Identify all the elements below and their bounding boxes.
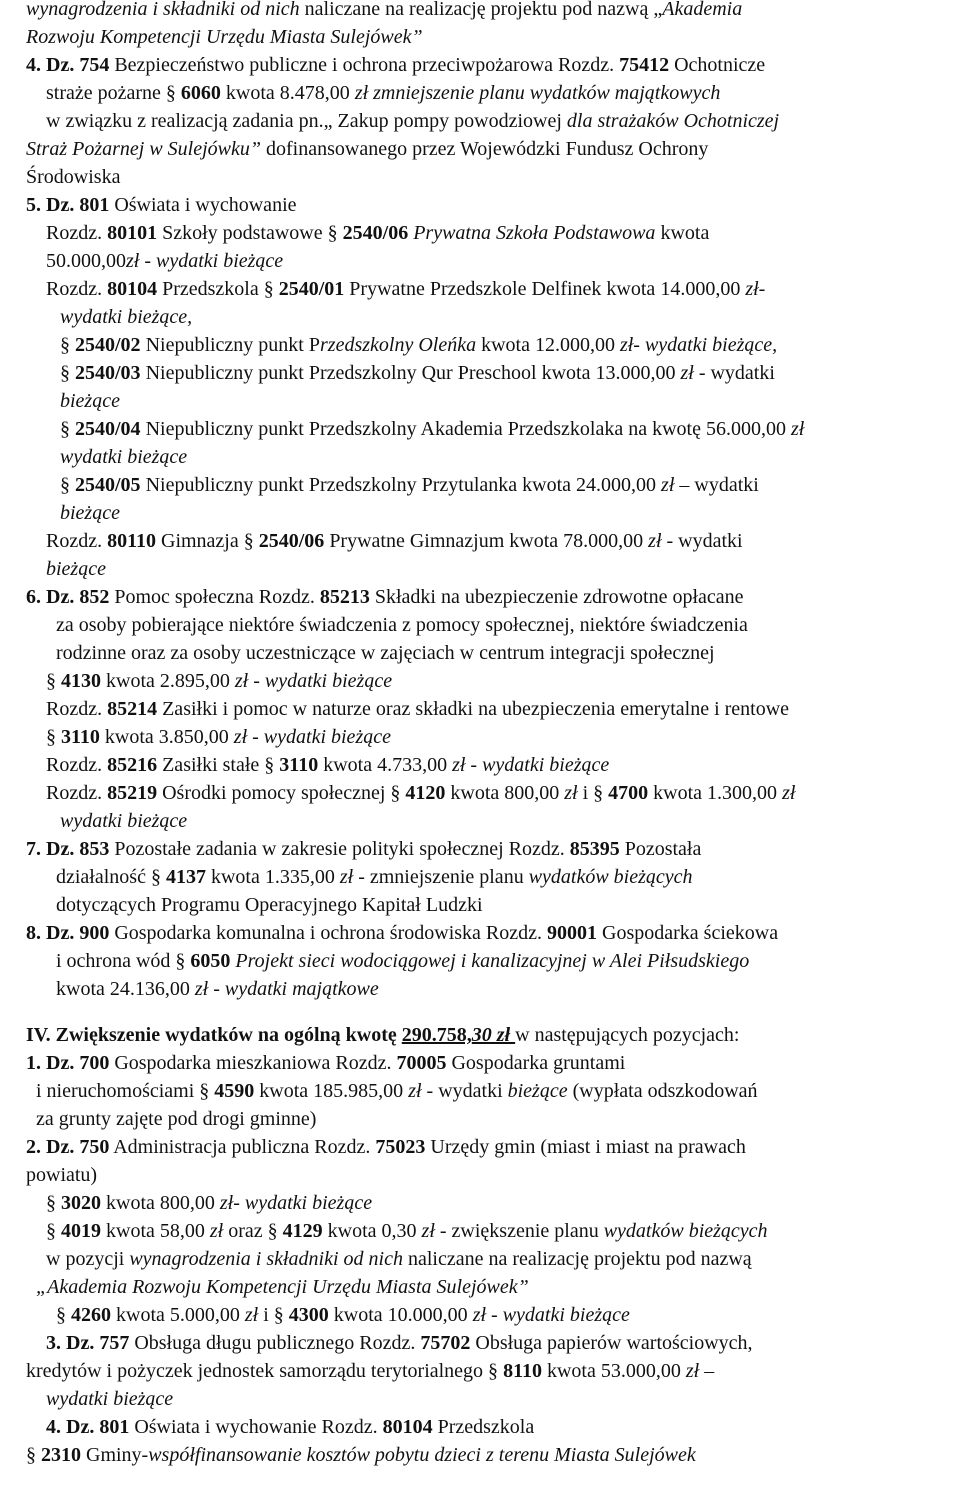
text-run: Urzędy gmin (miast i miast na prawach [425,1136,746,1158]
text-line [46,779,795,807]
text-run: 4130 [61,670,101,692]
text-run: 85219 [107,782,158,804]
text-run: 8110 [503,1360,542,1382]
text-run: zł - wydatki bieżące [233,726,391,748]
text-line [46,751,609,779]
text-line [46,1217,768,1245]
text-run: Pozostała [619,838,702,860]
text-run: kredytów i pożyczek jednostek samorządu terytorialnego § [26,1360,504,1382]
text-run: kwota 800,00 [445,782,565,804]
text-run: 3. Dz. 757 [46,1332,130,1354]
text-line [46,527,743,555]
text-line [56,891,483,919]
text-run: bieżące [507,1080,568,1102]
text-run: Projekt sieci wodociągowej i kanalizacyjnej w Alei Piłsudskiego [235,950,750,972]
text-run: za grunty zajęte pod drogi gminne) [36,1108,317,1130]
text-run: zł [661,474,675,496]
text-run: - wydatki [661,530,743,552]
text-run: zł [209,1220,224,1242]
text-run: współfinansowanie kosztów pobytu dzieci z terenu Miasta Sulejówek [148,1444,696,1466]
text-line [46,555,106,583]
text-line [46,1385,173,1413]
text-run: Bezpieczeństwo publiczne i ochrona przeciwpożarowa Rozdz. [109,54,620,76]
text-line [46,275,765,303]
text-run: 85213 [319,586,370,608]
text-line [60,387,120,415]
text-run: zł [564,782,578,804]
text-run: Rozdz. [46,754,108,776]
text-run: 8. Dz. 900 [26,922,110,944]
text-run: 70005 [396,1052,447,1074]
text-run: Składki na ubezpieczenie zdrowotne opłacane [369,586,744,608]
text-run: i ochrona wód § [56,950,191,972]
text-line [56,639,715,667]
text-run: 85214 [107,698,158,720]
text-run: powiatu) [26,1164,98,1186]
text-run: wydatki bieżące [60,810,188,832]
text-run: Rozwoju Kompetencji Urzędu Miasta Sulejówek” [26,26,423,48]
text-run: § [46,1192,61,1214]
text-run: Rozdz. [46,530,108,552]
text-run: wydatki [433,1080,508,1102]
text-run: 4137 [165,866,206,888]
text-run: 85395 [569,838,620,860]
text-run: § [60,474,75,496]
text-run: § [56,1304,71,1326]
text-line [36,1077,758,1105]
text-run: zł - [421,1220,447,1242]
text-run: wydatków bieżących [603,1220,768,1242]
text-line [26,583,744,611]
text-run: 4120 [405,782,446,804]
text-run: i nieruchomościami § [36,1080,215,1102]
text-run: zł [790,418,805,440]
text-run: § [60,362,75,384]
text-run: 80104 [382,1416,433,1438]
text-run: Przedszkola § [157,278,279,300]
text-run: 4129 [282,1220,323,1242]
text-line [56,863,693,891]
text-run: 75023 [375,1136,426,1158]
text-run: Zasiłki i pomoc w naturze oraz składki na ubezpieczenia emerytalne i rentowe [157,698,790,720]
text-run: Rozdz. [46,278,108,300]
text-run: Gospodarka gruntami [446,1052,626,1074]
text-line [36,1105,316,1133]
text-run: zł - [408,1080,434,1102]
text-run: kwota 2.895,00 [101,670,235,692]
text-run: § [26,1444,41,1466]
text-run: zmniejszenie planu [364,866,529,888]
text-run: za osoby pobierające niektóre świadczenia z pomocy społecznej, niektóre świadczenia [56,614,748,636]
text-run: i § [577,782,609,804]
text-run: 4. Dz. 754 [26,54,110,76]
text-run: kwota [655,222,710,244]
text-line [60,415,804,443]
text-line [26,919,778,947]
text-run: 6. Dz. 852 [26,586,110,608]
text-run: oraz § [223,1220,283,1242]
text-run: 30 zł [471,1024,516,1046]
text-run: Obsługa papierów wartościowych, [470,1332,753,1354]
text-line [26,191,297,219]
text-line [60,359,775,387]
text-run: w następujących pozycjach: [515,1024,740,1046]
text-run: dofinansowanego przez Wojewódzki Fundusz Ochrony [261,138,709,160]
text-run: kwota 12.000,00 [476,334,620,356]
text-run: § [60,334,75,356]
text-run: Administracja publiczna Rozdz. [109,1136,376,1158]
text-run: zwiększenie planu [446,1220,604,1242]
text-run: 50.000,00 [46,250,126,272]
text-run: Gospodarka ściekowa [597,922,779,944]
text-run: (wypłata odszkodowań [567,1080,758,1102]
text-run: Niepubliczny punkt Przedszkolny Qur Preschool kwota 13.000,00 [140,362,681,384]
text-run: zł- [745,278,766,300]
text-run: zł [244,1304,259,1326]
text-run: 290.758, [401,1024,472,1046]
text-run: IV. Zwiększenie wydatków na ogólną kwotę [26,1024,402,1046]
text-run: kwota 58,00 [101,1220,210,1242]
text-run: § [46,1220,61,1242]
text-line [46,219,709,247]
text-run: kwota 5.000,00 [111,1304,245,1326]
text-line [26,163,120,191]
text-line [46,1329,753,1357]
text-run: wynagrodzenia i składniki od nich [129,1248,403,1270]
text-line [60,331,777,359]
text-run: zł [648,530,662,552]
text-line [56,611,748,639]
text-run: bieżące [46,558,106,580]
text-line [46,107,779,135]
text-run: 85216 [107,754,158,776]
text-line [46,247,283,275]
text-run: Gminy- [81,1444,149,1466]
text-line [46,1413,534,1441]
text-run: zł- wydatki bieżące, [619,334,778,356]
text-run: Prywatne Gimnazjum kwota 78.000,00 [324,530,649,552]
text-line [26,1049,625,1077]
text-line [46,695,789,723]
text-line [60,443,187,471]
text-run: 2540/04 [75,418,141,440]
text-line [26,51,765,79]
text-run: 4590 [214,1080,255,1102]
text-run: zł - wydatki bieżące [234,670,393,692]
text-line [56,1301,630,1329]
text-run: Rozdz. [46,698,108,720]
text-run: 3020 [61,1192,101,1214]
text-run: § [46,726,61,748]
text-run: zł - wydatki majątkowe [194,978,379,1000]
text-run: kwota 3.850,00 [99,726,234,748]
text-run: 75702 [420,1332,471,1354]
text-run: kwota 1.335,00 [205,866,340,888]
text-line [36,1273,529,1301]
text-line [56,947,749,975]
text-run: wynagrodzenia i składniki od nich [26,0,300,20]
text-line [26,1441,696,1469]
text-run: Szkoły podstawowe § [157,222,343,244]
text-run: zł – [685,1360,715,1382]
text-run: 7. Dz. 853 [26,838,110,860]
text-run: 4300 [288,1304,329,1326]
text-run: kwota 4.733,00 [318,754,453,776]
text-run: kwota 800,00 [101,1192,220,1214]
text-line [26,1021,739,1049]
text-run: 2540/01 [278,278,345,300]
text-run: 6060 [180,82,221,104]
text-run: Gospodarka mieszkaniowa Rozdz. [109,1052,397,1074]
text-run: Niepubliczny punkt Przedszkolny Przytulanka kwota 24.000,00 [140,474,662,496]
text-line [60,807,187,835]
text-line [60,303,192,331]
text-run: Niepubliczny punkt Przedszkolny Akademia Przedszkolaka na kwotę 56.000,00 [140,418,791,440]
text-line [26,135,708,163]
text-run: dla strażaków Ochotniczej [566,110,780,132]
text-run: 90001 [547,922,598,944]
text-run: naliczane na realizację projektu pod nazwą [402,1248,752,1270]
text-run: 2540/05 [75,474,141,496]
text-run: 4700 [608,782,649,804]
text-run: zł - wydatki bieżące [472,1304,630,1326]
text-run: bieżące [60,390,120,412]
text-run: 80101 [107,222,158,244]
text-line [26,1161,97,1189]
text-run: zł [782,782,796,804]
text-run: kwota 24.136,00 [56,978,195,1000]
text-run: zł - wydatki bieżące [452,754,610,776]
text-run: bieżące [60,502,120,524]
text-run: kwota 1.300,00 [648,782,783,804]
text-run: wydatki bieżące [46,1388,174,1410]
text-run: 2540/02 [75,334,141,356]
text-run: Gospodarka komunalna i ochrona środowiska Rozdz. [109,922,548,944]
text-run: 6050 [190,950,231,972]
text-run: § [60,418,75,440]
text-run: 4019 [61,1220,101,1242]
text-line [46,723,391,751]
text-run: 80110 [107,530,156,552]
text-run: Niepubliczny punkt P [140,334,320,356]
text-line [60,471,759,499]
text-run: 5. Dz. 801 [26,194,110,216]
text-run: Ochotnicze [669,54,766,76]
text-run: Przedszkola [432,1416,535,1438]
text-run: dotyczących Programu Operacyjnego Kapitał Ludzki [56,894,483,916]
text-run: w związku z realizacją zadania pn.„ Zakup pompy powodziowej [46,110,567,132]
text-run: działalność § [56,866,166,888]
text-run: Obsługa długu publicznego Rozdz. [129,1332,421,1354]
text-line [46,1189,372,1217]
text-run: wydatki bieżące [60,446,188,468]
text-line [46,1245,752,1273]
text-run: Rozdz. [46,782,108,804]
text-line [56,975,379,1003]
text-run: zł- wydatki bieżące [219,1192,373,1214]
text-run: Akademia [662,0,743,20]
text-run: Straż Pożarnej w Sulejówku” [26,138,262,160]
text-run: zł - [680,362,706,384]
text-run: Oświata i wychowanie Rozdz. [129,1416,383,1438]
text-run: 4260 [71,1304,111,1326]
text-run: wydatki [705,362,775,384]
text-run: Prywatna Szkoła Podstawowa [413,222,656,244]
text-run: Prywatne Przedszkole Delfinek kwota 14.000,00 [344,278,746,300]
text-run: kwota 53.000,00 [541,1360,686,1382]
text-run: i § [258,1304,289,1326]
text-run: Pozostałe zadania w zakresie polityki społecznej Rozdz. [109,838,570,860]
text-run: 1. Dz. 700 [26,1052,110,1074]
text-run: kwota 0,30 [322,1220,422,1242]
text-run: straże pożarne § [46,82,181,104]
text-run: 2310 [41,1444,81,1466]
text-run: Rozdz. [46,222,108,244]
text-run: 75412 [619,54,670,76]
text-run: Pomoc społeczna Rozdz. [109,586,320,608]
text-run: zł - [339,866,365,888]
text-run: 3110 [61,726,100,748]
text-line [26,1133,746,1161]
text-run: wydatków bieżących [528,866,693,888]
text-run: 80104 [107,278,158,300]
text-line [26,23,423,51]
text-run: Gimnazja § [156,530,259,552]
text-run: Zasiłki stałe § [157,754,280,776]
text-run: – wydatki [674,474,759,496]
text-line [26,1357,714,1385]
text-line [26,0,742,23]
text-run: Środowiska [26,166,121,188]
text-run: zł - wydatki bieżące [126,250,284,272]
text-run: Ośrodki pomocy społecznej § [157,782,406,804]
text-run: § [46,670,61,692]
text-run: kwota 185.985,00 [254,1080,409,1102]
text-run: zł zmniejszenie planu wydatków majątkowych [354,82,721,104]
text-line [60,499,120,527]
text-run: kwota 8.478,00 [220,82,355,104]
text-run: 2540/06 [342,222,409,244]
text-line [46,667,392,695]
text-run: „Akademia Rozwoju Kompetencji Urzędu Miasta Sulejówek” [36,1276,529,1298]
text-run: 3110 [279,754,319,776]
text-run: kwota 10.000,00 [328,1304,473,1326]
text-run: 2540/06 [258,530,325,552]
text-run: 4. Dz. 801 [46,1416,130,1438]
text-run: 2540/03 [75,362,141,384]
text-run: rodzinne oraz za osoby uczestniczące w zajęciach w centrum integracji społecznej [56,642,715,664]
text-run: wydatki bieżące, [60,306,193,328]
text-run: 2. Dz. 750 [26,1136,110,1158]
text-run: Oświata i wychowanie [109,194,297,216]
text-run: rzedszkolny Oleńka [320,334,477,356]
text-run: w pozycji [46,1248,130,1270]
text-run: naliczane na realizację projektu pod nazwą „ [299,0,663,20]
text-line [46,79,720,107]
text-line [26,835,701,863]
